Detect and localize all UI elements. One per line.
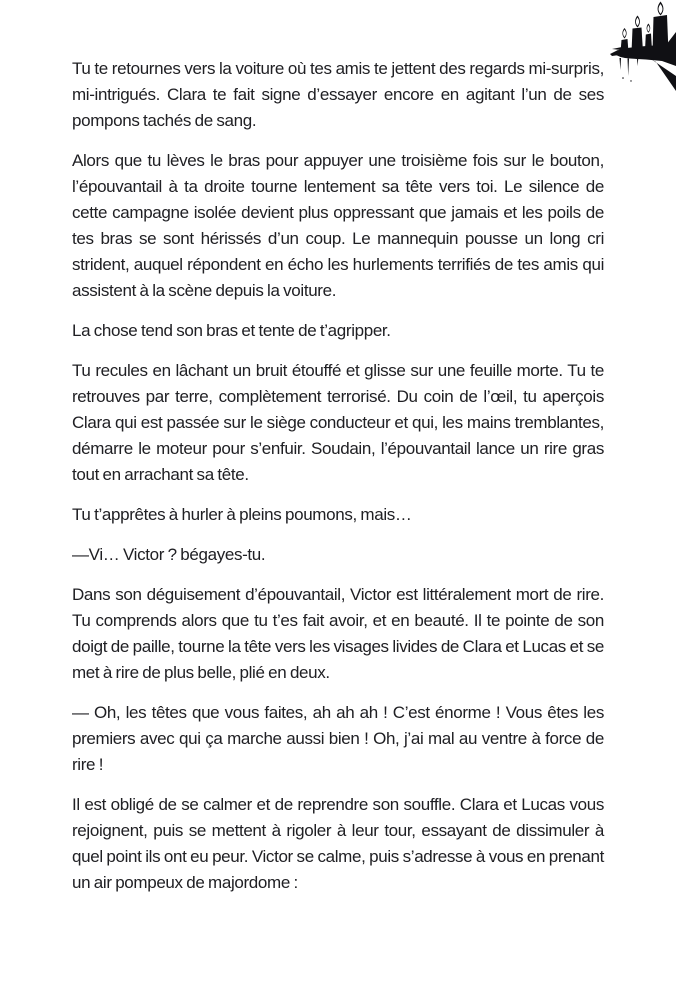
- paragraph-4: Tu recules en lâchant un bruit étouffé et glisse sur une feuille morte. Tu te retrouves par terre, complètement terrorisé. Du coin de l’œil, tu aperçois Clara qui est passée sur le siège conducteur et qui, les mains tremblantes, démarre le moteur pour s’enfuir. Soudain, l’épouvantail lance un rire gras tout en arrachant sa tête.: [72, 361, 604, 484]
- paragraph-6-dialogue: —Vi… Victor ? bégayes-tu.: [72, 545, 266, 564]
- paragraph-3: La chose tend son bras et tente de t’agripper.: [72, 321, 391, 340]
- candles-icon: [610, 0, 676, 92]
- paragraph-7: Dans son déguisement d’épouvantail, Victor est littéralement mort de rire. Tu comprends alors que tu t’es fait avoir, et en beauté. Il te pointe de son doigt de paille, tourne la tête vers les visages livides de Clara et Lucas et se met à rire de plus belle, plié en deux.: [72, 585, 604, 682]
- paragraph-5: Tu t’apprêtes à hurler à pleins poumons, mais…: [72, 505, 412, 524]
- paragraph-8-dialogue: — Oh, les têtes que vous faites, ah ah ah ! C’est énorme ! Vous êtes les premiers avec qui ça marche aussi bien ! Oh, j’ai mal au ventre à force de rire !: [72, 703, 604, 774]
- candles-illustration: [610, 0, 676, 92]
- story-text: [72, 56, 604, 896]
- paragraph-1: Tu te retournes vers la voiture où tes amis te jettent des regards mi-surpris, mi-intrigués. Clara te fait signe d’essayer encore en agitant l’un de ses pompons tachés de sang.: [72, 59, 604, 130]
- paragraph-9: Il est obligé de se calmer et de reprendre son souffle. Clara et Lucas vous rejoignent, puis se mettent à rigoler à leur tour, essayant de dissimuler à quel point ils ont eu peur. Victor se calme, puis s’adresse à vous en prenant un air pompeux de majordome :: [72, 795, 604, 892]
- paragraph-2: Alors que tu lèves le bras pour appuyer une troisième fois sur le bouton, l’épouvantail à ta droite tourne lentement sa tête vers toi. Le silence de cette campagne isolée devient plus oppressant que jamais et les poils de tes bras se sont hérissés d’un coup. Le mannequin pousse un long cri strident, auquel répondent en écho les hurlements terrifiés de tes amis qui assistent à la scène depuis la voiture.: [72, 151, 604, 300]
